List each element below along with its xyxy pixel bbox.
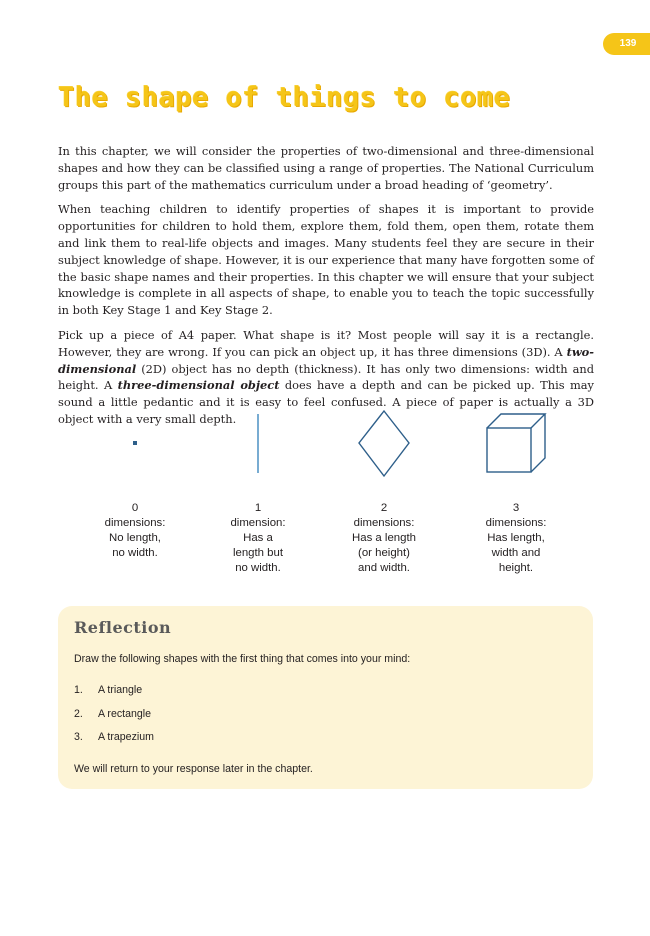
list-text: A rectangle xyxy=(98,707,152,720)
dimension-text: no width. xyxy=(235,562,281,574)
list-number: 3. xyxy=(74,731,83,743)
dimension-label-3 xyxy=(476,501,556,576)
paragraph-text: Pick up a piece of A4 paper. What shape is it? Most people will say it is a rectangle. However, they are wrong. If you can pick an object up, it has three dimensions (3D). A xyxy=(58,327,594,359)
rhombus-icon xyxy=(359,411,409,476)
chapter-title: The shape of things to come xyxy=(58,82,511,113)
dimension-number: 2 xyxy=(380,502,388,514)
list-number: 1. xyxy=(74,684,83,696)
paragraph-teaching: When teaching children to identify properties of shapes it is important to provide opportunities for children to hold them, explore them, fold them, open them, rotate them and link them to real-life objects and images. Many students feel they are secure in their subject knowledge of shape. However, it is our experience that many have forgotten some of the basic shape names and their properties. In this chapter we will ensure that your subject knowledge is complete in all aspects of shape, to enable you to teach the topic successfully in both Key Stage 1 and Key Stage 2. xyxy=(58,202,594,318)
dimension-label-2 xyxy=(344,501,424,576)
dimension-text: length but xyxy=(232,547,284,559)
cube-icon xyxy=(487,414,545,472)
reflection-prompt: Draw the following shapes with the first thing that comes into your mind: xyxy=(74,653,411,665)
paragraph-text: does have a depth and can be picked up. This may sound a little pedantic and it is easy to feel confused. A piece of paper is actually a 3D object with a very small depth. xyxy=(58,378,594,426)
list-text: A triangle xyxy=(98,684,143,696)
dimension-text: height. xyxy=(498,562,534,574)
dimension-drawings xyxy=(0,400,650,490)
paragraph-text: (2D) object has no depth (thickness). It has only two dimensions: width and height. A xyxy=(58,361,594,393)
dimension-number: 3 xyxy=(512,502,520,514)
dimension-text: dimension: xyxy=(230,517,286,529)
dimension-text: dimensions: xyxy=(353,517,415,529)
reflection-closing: We will return to your response later in the chapter. xyxy=(74,763,313,775)
page-number-tab: 139 xyxy=(603,33,650,55)
term-two-dimensional: two-dimensional xyxy=(58,344,594,376)
list-number: 2. xyxy=(74,707,83,720)
dimension-text: No length, xyxy=(109,532,161,544)
dimension-figures xyxy=(0,400,650,585)
dimension-number: 1 xyxy=(254,502,262,514)
dimension-label-1 xyxy=(218,501,298,576)
reflection-box xyxy=(58,606,593,789)
term-three-dimensional: three-dimensional object xyxy=(117,378,280,393)
dimension-number: 0 xyxy=(131,502,139,514)
dimension-text: Has length, xyxy=(487,532,545,544)
dimension-text: Has a xyxy=(243,532,273,544)
list-text: A trapezium xyxy=(98,731,154,743)
point-icon xyxy=(133,441,137,445)
reflection-heading: Reflection xyxy=(74,618,172,637)
dimension-text: dimensions: xyxy=(104,517,166,529)
dimension-text: dimensions: xyxy=(485,517,547,529)
dimension-label-0 xyxy=(95,501,175,561)
dimension-text: no width. xyxy=(112,547,158,559)
paragraph-intro: In this chapter, we will consider the properties of two-dimensional and three-dimensional shapes and how they can be classified using a range of properties. The National Curriculum groups this part of the mathematics curriculum under a broad heading of ‘geometry’. xyxy=(58,144,594,192)
body-text xyxy=(58,143,594,436)
dimension-text: and width. xyxy=(358,562,410,574)
dimension-text: width and xyxy=(491,547,541,559)
dimension-text: (or height) xyxy=(358,547,410,559)
dimension-text: Has a length xyxy=(352,532,416,544)
